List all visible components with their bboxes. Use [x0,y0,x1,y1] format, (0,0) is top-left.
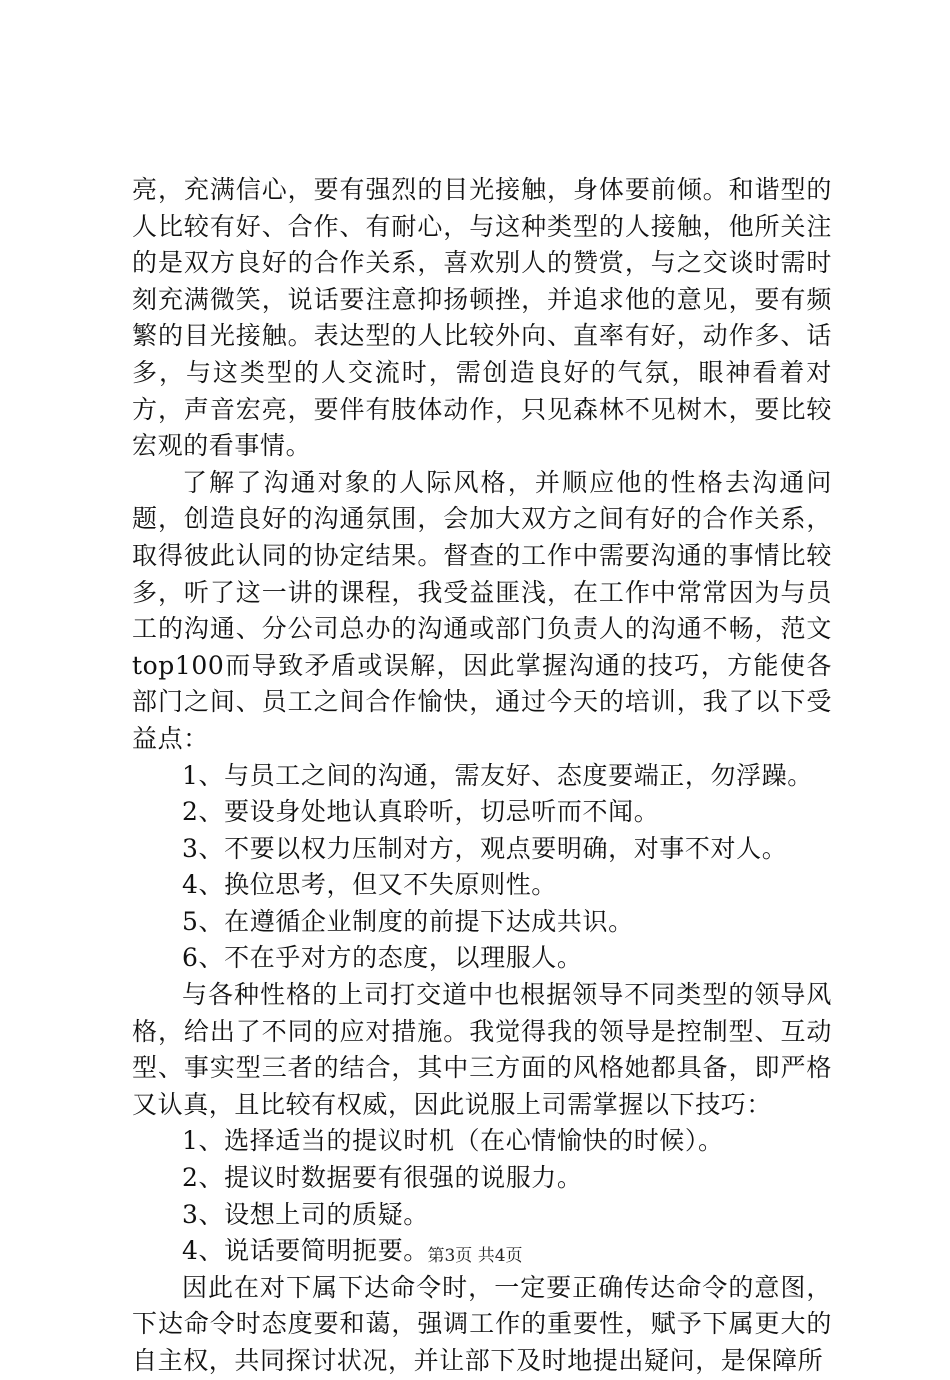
list-item: 1、选择适当的提议时机（在心情愉快的时候）。 [182,1126,724,1156]
list-item: 2、要设身处地认真聆听，切忌听而不闻。 [182,797,660,827]
document-body [132,172,832,1380]
list-item: 6、不在乎对方的态度，以理服人。 [182,943,583,973]
list-item: 1、与员工之间的沟通，需友好、态度要端正，勿浮躁。 [182,760,813,790]
paragraph-interpersonal-styles: 亮，充满信心，要有强烈的目光接触，身体要前倾。和谐型的人比较有好、合作、有耐心，与这种类型的人接触，他所关注的是双方良好的合作关系，喜欢别人的赞赏，与之交谈时需时刻充满微笑，说话要注意抑扬顿挫，并追求他的意见，要有频繁的目光接触。表达型的人比较外向、直率有好，动作多、话多，与这类型的人交流时，需创造良好的气氛，眼神看着对方，声音宏亮，要伴有肢体动作，只见森林不见树木，要比较宏观的看事情。 [132,175,832,461]
list-item: 3、不要以权力压制对方，观点要明确，对事不对人。 [182,833,788,863]
page-number-footer: 第3页 共4页 [427,1246,523,1266]
paragraph-leader-styles: 与各种性格的上司打交道中也根据领导不同类型的领导风格，给出了不同的应对措施。我觉得我的领导是控制型、互动型、事实型三者的结合，其中三方面的风格她都具备，即严格又认真，且比较有权威，因此说服上司需掌握以下技巧： [132,980,832,1119]
list-item: 5、在遵循企业制度的前提下达成共识。 [182,906,634,936]
list-item: 4、换位思考，但又不失原则性。 [182,870,557,900]
list-item: 2、提议时数据要有很强的说服力。 [182,1163,583,1193]
list-item: 3、设想上司的质疑。 [182,1199,429,1229]
paragraph-communication-summary: 了解了沟通对象的人际风格，并顺应他的性格去沟通问题，创造良好的沟通氛围，会加大双方之间有好的合作关系，取得彼此认同的协定结果。督查的工作中需要沟通的事情比较多，听了这一讲的课程，我受益匪浅，在工作中常常因为与员工的沟通、分公司总办的沟通或部门负责人的沟通不畅，范文top100而导致矛盾或误解，因此掌握沟通的技巧，方能使各部门之间、员工之间合作愉快，通过今天的培训，我了以下受益点： [132,467,832,753]
paragraph-subordinate-commands: 因此在对下属下达命令时，一定要正确传达命令的意图，下达命令时态度要和蔼，强调工作的重要性，赋予下属更大的自主权，共同探讨状况，并让部下及时地提出疑问，是保障所 [132,1272,832,1375]
list-item: 4、说话要简明扼要。 [182,1236,429,1266]
benefit-list [132,758,832,978]
